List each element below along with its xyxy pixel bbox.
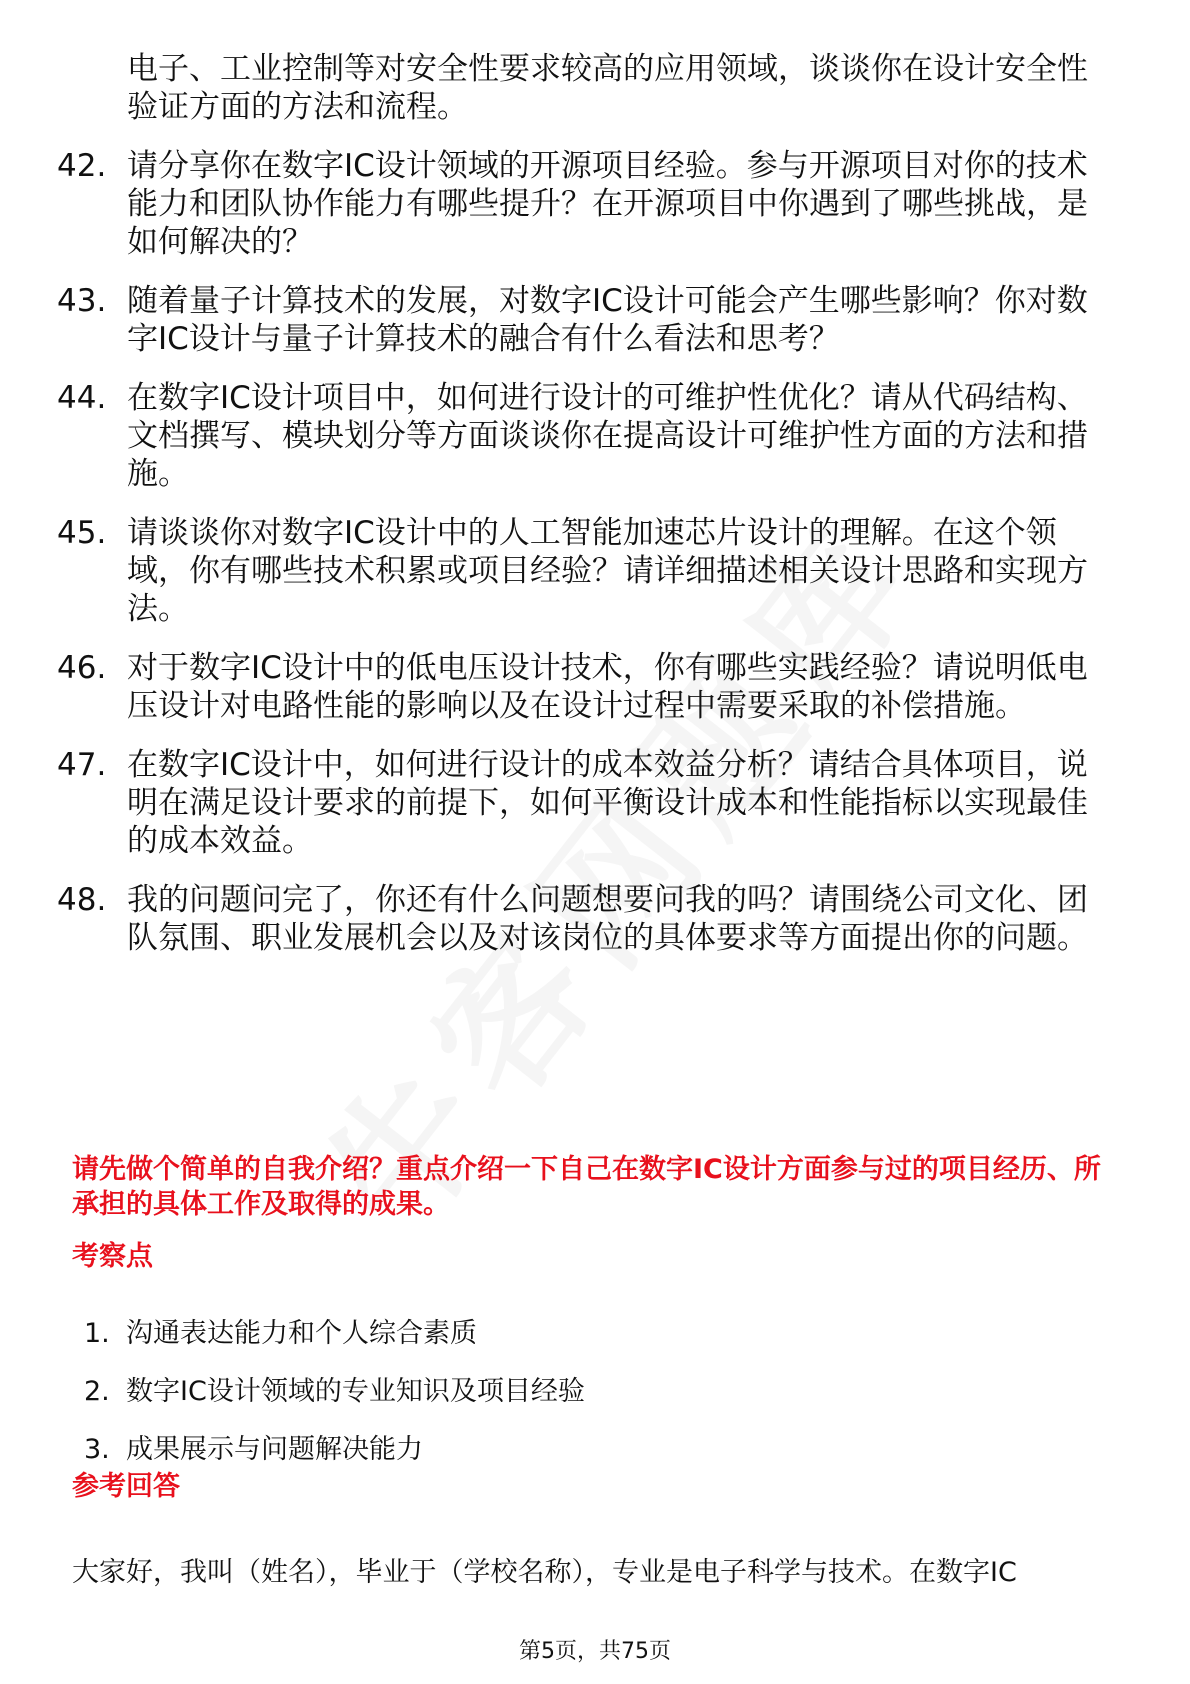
question-text: 电子、工业控制等对安全性要求较高的应用领域，谈谈你在设计安全性验证方面的方法和流程。 xyxy=(127,51,1088,125)
question-number: 45. xyxy=(57,515,107,551)
question-item xyxy=(0,881,1190,957)
question-item xyxy=(0,147,1190,261)
point-item xyxy=(0,1316,1190,1374)
question-text: 随着量子计算技术的发展，对数字IC设计可能会产生哪些影响？你对数字IC设计与量子计算技术的融合有什么看法和思考？ xyxy=(127,283,1088,357)
point-text: 成果展示与问题解决能力 xyxy=(126,1434,423,1465)
question-number: 43. xyxy=(57,283,107,319)
question-item xyxy=(0,282,1190,358)
question-item xyxy=(0,379,1190,493)
point-text: 沟通表达能力和个人综合素质 xyxy=(126,1318,477,1349)
question-item xyxy=(0,649,1190,725)
question-text: 我的问题问完了，你还有什么问题想要问我的吗？请围绕公司文化、团队氛围、职业发展机会以及对该岗位的具体要求等方面提出你的问题。 xyxy=(127,882,1088,956)
question-item xyxy=(0,50,1190,126)
question-number: 47. xyxy=(57,747,107,783)
question-text: 在数字IC设计项目中，如何进行设计的可维护性优化？请从代码结构、文档撰写、模块划分等方面谈谈你在提高设计可维护性方面的方法和措施。 xyxy=(127,380,1088,492)
question-number: 42. xyxy=(57,148,107,184)
points-list xyxy=(0,1316,1190,1490)
point-item xyxy=(0,1374,1190,1432)
question-list xyxy=(0,50,1190,978)
question-item xyxy=(0,746,1190,860)
question-text: 请谈谈你对数字IC设计中的人工智能加速芯片设计的理解。在这个领域，你有哪些技术积累或项目经验？请详细描述相关设计思路和实现方法。 xyxy=(127,515,1088,627)
question-item xyxy=(0,514,1190,628)
answer-text: 大家好，我叫（姓名），毕业于（学校名称），专业是电子科学与技术。在数字IC xyxy=(72,1557,1017,1588)
question-number: 48. xyxy=(57,882,107,918)
point-number: 2. xyxy=(84,1376,110,1407)
point-text: 数字IC设计领域的专业知识及项目经验 xyxy=(126,1376,585,1407)
question-text: 对于数字IC设计中的低电压设计技术，你有哪些实践经验？请说明低电压设计对电路性能的影响以及在设计过程中需要采取的补偿措施。 xyxy=(127,650,1088,724)
question-number: 46. xyxy=(57,650,107,686)
points-heading: 考察点 xyxy=(72,1241,153,1272)
highlight-question: 请先做个简单的自我介绍？重点介绍一下自己在数字IC设计方面参与过的项目经历、所承担的具体工作及取得的成果。 xyxy=(72,1154,1101,1220)
question-text: 请分享你在数字IC设计领域的开源项目经验。参与开源项目对你的技术能力和团队协作能力有哪些提升？在开源项目中你遇到了哪些挑战，是如何解决的？ xyxy=(127,148,1088,260)
answer-heading: 参考回答 xyxy=(72,1471,180,1502)
question-number: 44. xyxy=(57,380,107,416)
page-footer: 第5页，共75页 xyxy=(519,1639,671,1664)
question-text: 在数字IC设计中，如何进行设计的成本效益分析？请结合具体项目，说明在满足设计要求的前提下，如何平衡设计成本和性能指标以实现最佳的成本效益。 xyxy=(127,747,1088,859)
point-number: 3. xyxy=(84,1434,110,1465)
point-number: 1. xyxy=(84,1318,110,1349)
